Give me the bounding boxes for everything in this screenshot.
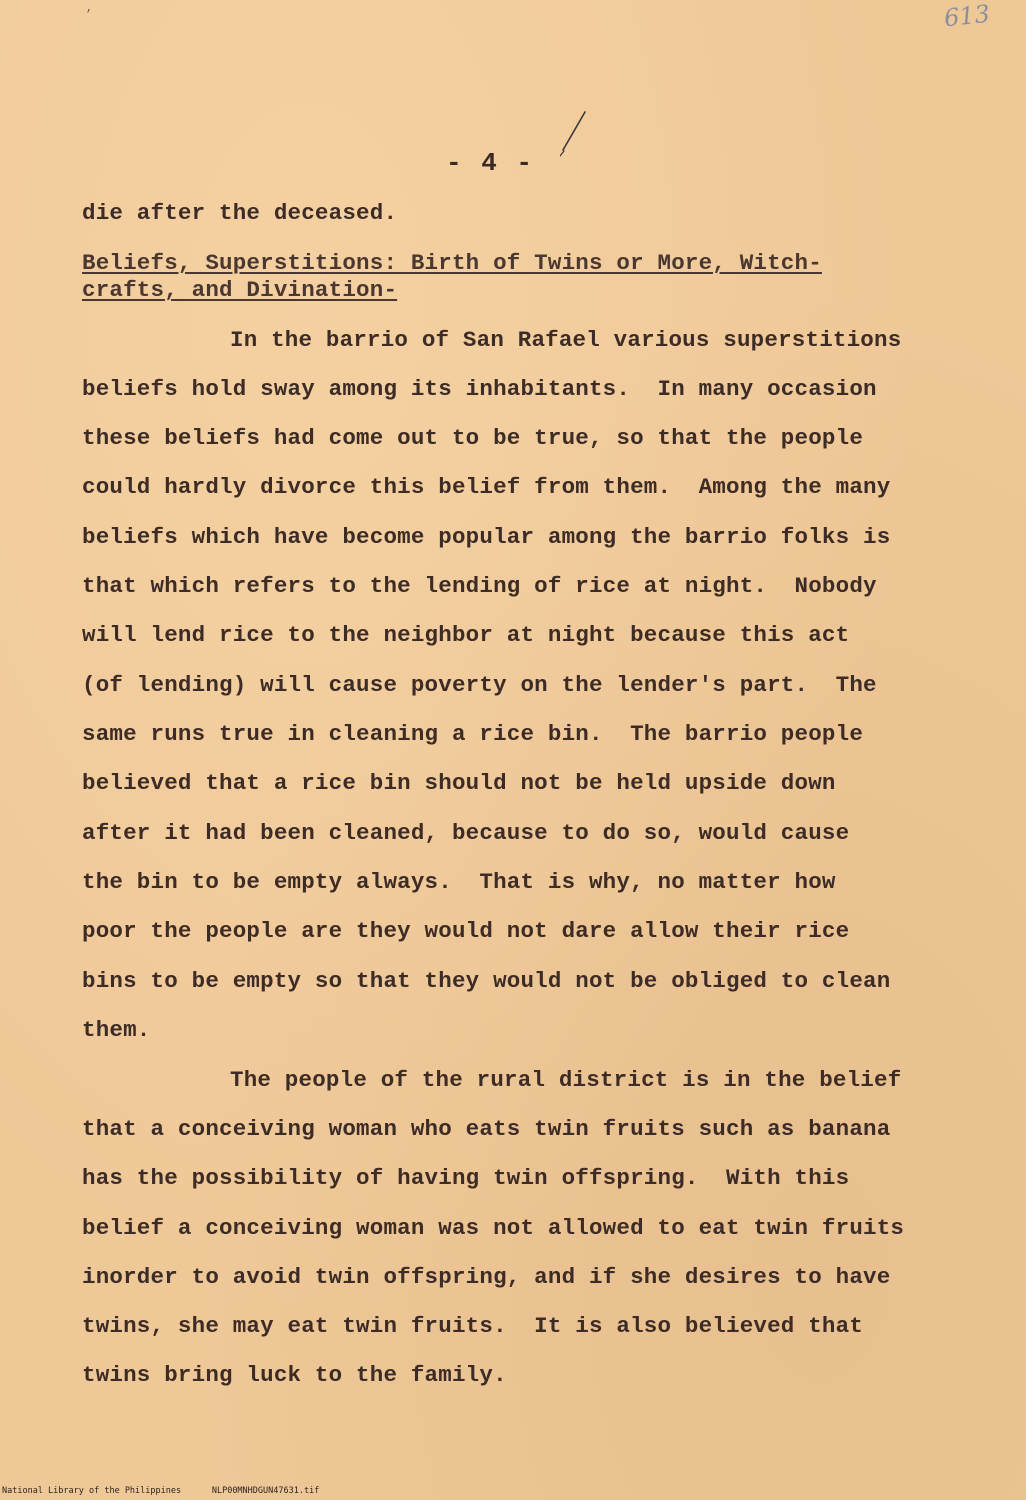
paragraph-2-line-4: belief a conceiving woman was not allowed to eat twin fruits — [82, 1215, 905, 1241]
section-heading-line-2: crafts, and Divination- — [82, 277, 398, 303]
paragraph-1-line-6: that which refers to the lending of rice at night. Nobody — [82, 573, 877, 599]
paragraph-2-line-7: twins bring luck to the family. — [82, 1362, 507, 1388]
intro-line: die after the deceased. — [82, 200, 398, 226]
paragraph-1-line-9: same runs true in cleaning a rice bin. The barrio people — [82, 721, 864, 747]
paragraph-1-line-12: the bin to be empty always. That is why, no matter how — [82, 869, 836, 895]
paragraph-1-line-8: (of lending) will cause poverty on the lender's part. The — [82, 672, 877, 698]
paragraph-2-line-6: twins, she may eat twin fruits. It is also believed that — [82, 1313, 864, 1339]
paragraph-1-line-14: bins to be empty so that they would not be obliged to clean — [82, 968, 891, 994]
paragraph-2-line-1: The people of the rural district is in the belief — [230, 1067, 902, 1093]
paragraph-1-line-13: poor the people are they would not dare allow their rice — [82, 918, 850, 944]
page-number: - 4 - — [446, 148, 535, 178]
paragraph-1-line-1: In the barrio of San Rafael various superstitions — [230, 327, 902, 353]
paragraph-2-line-5: inorder to avoid twin offspring, and if she desires to have — [82, 1264, 891, 1290]
section-heading-line-1: Beliefs, Superstitions: Birth of Twins or More, Witch- — [82, 250, 822, 276]
footer-library: National Library of the Philippines — [2, 1486, 182, 1496]
handwritten-page-number: 613 — [942, 0, 992, 33]
paragraph-1-line-11: after it had been cleaned, because to do so, would cause — [82, 820, 850, 846]
paragraph-2-line-3: has the possibility of having twin offspring. With this — [82, 1165, 850, 1191]
paragraph-1-line-2: beliefs hold sway among its inhabitants. In many occasion — [82, 376, 877, 402]
paragraph-1-line-5: beliefs which have become popular among the barrio folks is — [82, 524, 891, 550]
paragraph-2-line-2: that a conceiving woman who eats twin fruits such as banana — [82, 1116, 891, 1142]
tick-mark: ’ — [85, 8, 93, 22]
paragraph-1-line-7: will lend rice to the neighbor at night because this act — [82, 622, 850, 648]
paragraph-1-line-4: could hardly divorce this belief from them. Among the many — [82, 474, 891, 500]
pencil-check-mark — [560, 110, 590, 170]
paragraph-1-line-10: believed that a rice bin should not be held upside down — [82, 770, 836, 796]
paragraph-1-line-3: these beliefs had come out to be true, so that the people — [82, 425, 864, 451]
footer-file-id: NLP00MNHDGUN47631.tif — [211, 1486, 320, 1496]
archive-footer — [2, 1486, 319, 1496]
paragraph-1-line-15: them. — [82, 1017, 151, 1043]
